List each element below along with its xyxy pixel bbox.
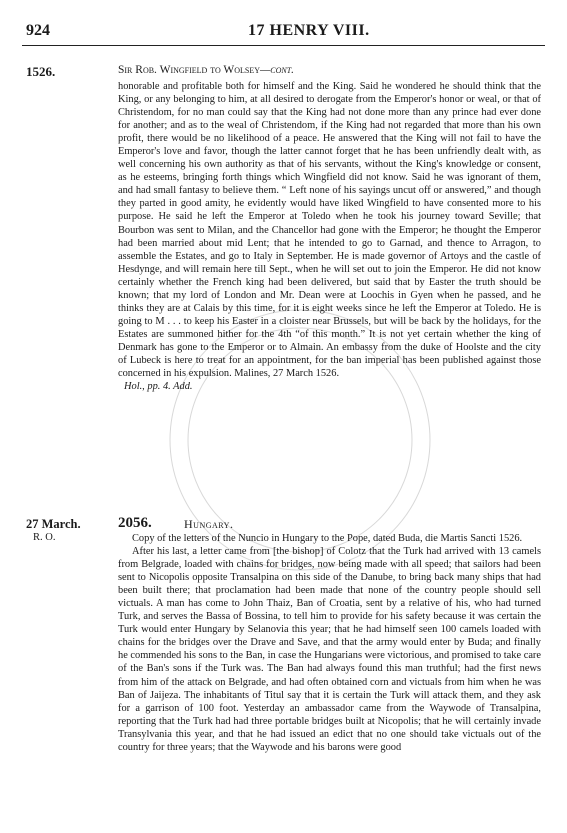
page-number: 924 (26, 22, 50, 39)
entry-number: 2056. (118, 515, 152, 531)
letter-body (118, 80, 541, 393)
margin-year: 1526. (26, 64, 56, 79)
entry-date: 27 March. (26, 517, 81, 531)
entry-paragraph-1: Copy of the letters of the Nuncio in Hungary to the Pope, dated Buda, die Martis Sancti 1526. (132, 533, 523, 544)
letter-reference: Hol., pp. 4. Add. (124, 381, 193, 393)
header-rule (22, 45, 545, 46)
letter-heading-name: Sir Rob. Wingfield to Wolsey (118, 64, 261, 76)
letter-heading (118, 64, 294, 76)
letter-body-text: honorable and profitable both for himself and the King. Said he wondered he should think that the King, or any belonging to him, at all desired to derogate from the Emperor's honor or weal, or that of Christendom, for no man could say that the King had not done more than any prince had ever done for another; and as to the weal of Christendom, if the King had not regarded that more than his own profit, there would be no likelihood of a peace. He answered that the King will not fail to have the Emperor's love and favor, though the latter cannot forget that he has been unfriendly dealt with, as well concerning his own authority as that of his servants, without the King's knowledge or consent, as he esteems, bringing forth things which Wingfield did not know. Said he was ignorant of them, and had small fantasy to believe them. “ Left none of his sayings uncut off or answered,” and though they parted in good amity, he evidently would have liked Wingfield to have consented more to his purpose. He said he left the Emperor at Toledo when he took his journey toward Seville; that Bourbon was sent to Milan, and the Chancellor had gone with the Emperor; he thought the Emperor had been married about mid Lent; that he intended to go to Garnad, and thence to Arragon, to assemble the Estates, and go to Italy in September. He is made governor of Artoys and the castle of Hesdynge, and will remain here till Sept., when he will set out to join the Emperor. He did not know certainly whether the French king had been delivered, but said that by Easter the truth should be known; that my lord of London and Mr. Dean were at Loochis in Gyen when he passed, and he thinks they are at Calais by this time, for it is eight weeks since he left the Emperor at Toledo. He is going to M . . . to keep his Easter in a cloister near Brussels, but will be back by the holidays, for the Estates are summoned hither for the 4th “of this month.” It is not yet certain whether the king of Denmark has gone to the Emperor or to Almain. An embassy from the duke of Hoolste and the city of Lubeck is here to treat for an appointment, for the ban imperial has been published against those concerned in his expulsion. Malines, 27 March 1526. (118, 81, 541, 380)
entry-margin-ref: R. O. (33, 532, 56, 543)
running-head: 17 HENRY VIII. (248, 22, 370, 39)
letter-heading-cont: —cont. (260, 64, 295, 76)
entry-body (118, 532, 541, 754)
entry-paragraph-2: After his last, a letter came from [the bishop] of Colotz that the Turk had arrived with 13 camels from Belgrade, loaded with chains for bridges, now being made with all speed; that sailors had been sent to Nicopolis opposite Transalpina on this side of the Danube, to bring back many ships that had been built there; that proclamation had been made that none of the country people should sell victuals. A man has come to John Thaiz, Ban of Croatia, sent by a relative of his, who had turned Turk, and serves the Bassa of Bossina, to tell him to provide for his safety because it was certain the Turk would enter Hungary by Selanovia this year; that he had himself seen 100 camels loaded with chains for the bridges over the Drave and Save, and that the army would enter by Buda; and finally he commended his sons to the Ban, in case the Hungarians were victorious, and promised to take care of the Ban's sons if the Turk was. The Ban had always found this man truthful; had the first news from him of the attack on Belgrade, and had often obtained corn and victuals from him when he was Ban of Jaijeza. The inhabitants of Titul say that it is certain the Turk will attack them, and they ask for a garrison of 100 foot. Yesterday an ambassador came from the Waywode of Transalpina, reporting that the Turk had had three portable bridges built at Nicopolis; that he will certainly invade Transylvania this year, and that he had issued an edict that no one should take victuals out of the country for three years; that the Waywode and his barons were good (118, 546, 541, 753)
entry-title: Hungary. (184, 517, 234, 531)
